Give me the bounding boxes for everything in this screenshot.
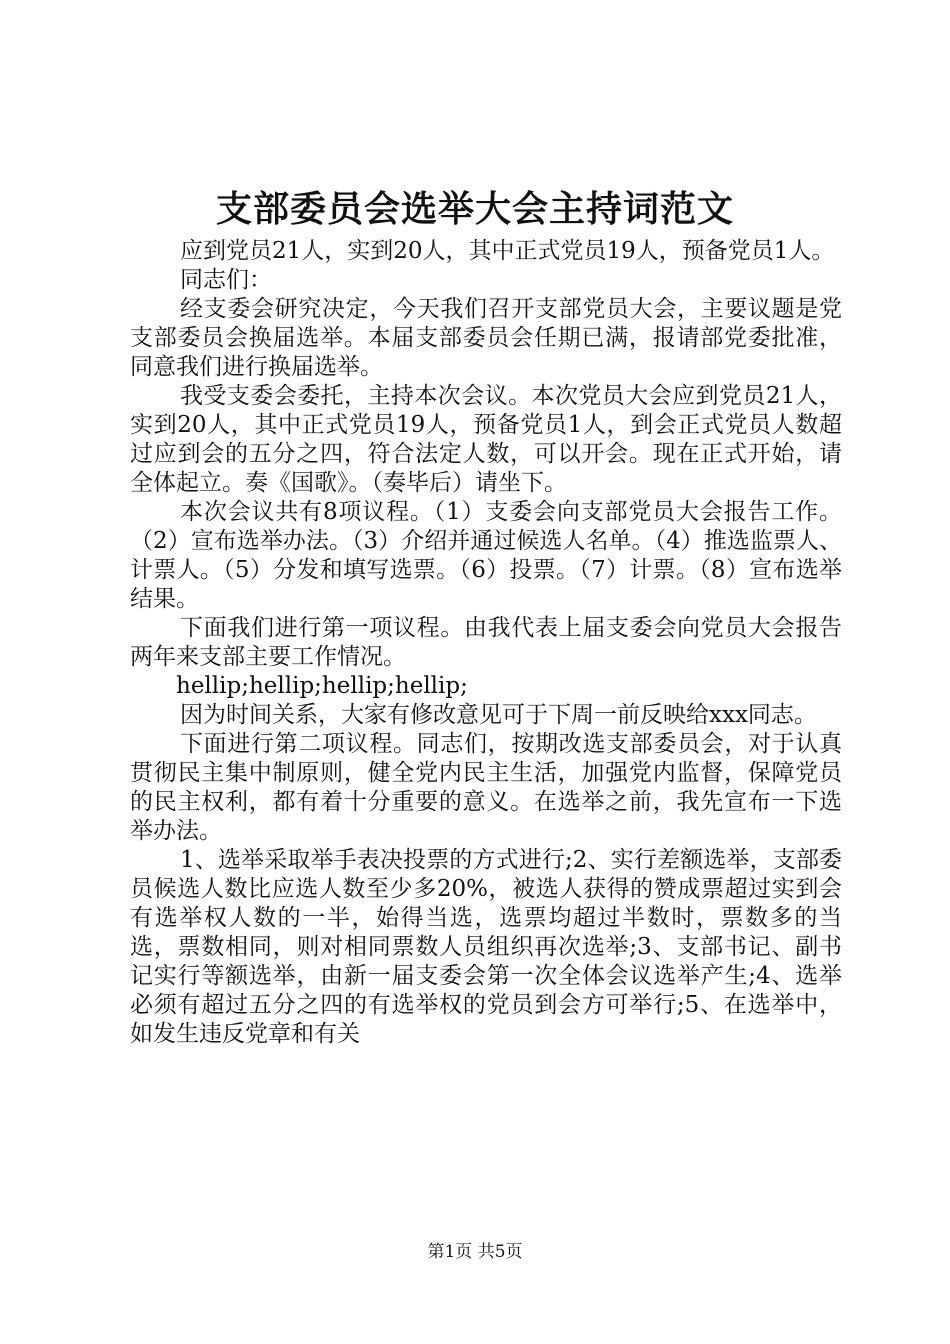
paragraph-opening: 我受支委会委托，主持本次会议。本次党员大会应到党员21人，实到20人，其中正式党员19人，预备党员1人，到会正式党员人数超过应到会的五分之四，符合法定人数，可以开会。现在正式开始，请全体起立。奏《国歌》。（奏毕后）请坐下。 xyxy=(130,383,842,496)
document-title: 支部委员会选举大会主持词范文 xyxy=(215,189,734,230)
document-body xyxy=(130,237,842,1049)
paragraph-first-item: 下面我们进行第一项议程。由我代表上届支委会向党员大会报告两年来支部主要工作情况。 xyxy=(130,615,842,670)
paragraph-feedback: 因为时间关系，大家有修改意见可于下周一前反映给xxx同志。 xyxy=(180,702,817,728)
paragraph-attendance: 应到党员21人，实到20人，其中正式党员19人，预备党员1人。 xyxy=(180,238,835,264)
paragraph-meeting-purpose: 经支委会研究决定，今天我们召开支部党员大会，主要议题是党支部委员会换届选举。本届支部委员会任期已满，报请部党委批准，同意我们进行换届选举。 xyxy=(130,296,842,380)
page-footer xyxy=(0,1240,950,1264)
paragraph-agenda: 本次会议共有8项议程。（1）支委会向支部党员大会报告工作。（2）宣布选举办法。（3）介绍并通过候选人名单。（4）推选监票人、计票人。（5）分发和填写选票。（6）投票。（7）计票。（8）宣布选举结果。 xyxy=(130,499,842,612)
paragraph-second-item: 下面进行第二项议程。同志们，按期改选支部委员会，对于认真贯彻民主集中制原则，健全党内民主生活，加强党内监督，保障党员的民主权利，都有着十分重要的意义。在选举之前，我先宣布一下选举办法。 xyxy=(130,731,842,844)
page-number: 第1页 xyxy=(427,1242,473,1262)
paragraph-salutation: 同志们： xyxy=(180,267,272,293)
paragraph-ellipsis: hellip;hellip;hellip;hellip; xyxy=(176,673,468,699)
paragraph-election-rules: 1、选举采取举手表决投票的方式进行;2、实行差额选举，支部委员候选人数比应选人数至少多20%，被选人获得的赞成票超过实到会有选举权人数的一半，始得当选，选票均超过半数时，票数多的当选，票数相同，则对相同票数人员组织再次选举;3、支部书记、副书记实行等额选举，由新一届支委会第一次全体会议选举产生;4、选举必须有超过五分之四的有选举权的党员到会方可举行;5、在选举中，如发生违反党章和有关 xyxy=(130,847,842,1047)
page-total: 共5页 xyxy=(477,1242,523,1262)
